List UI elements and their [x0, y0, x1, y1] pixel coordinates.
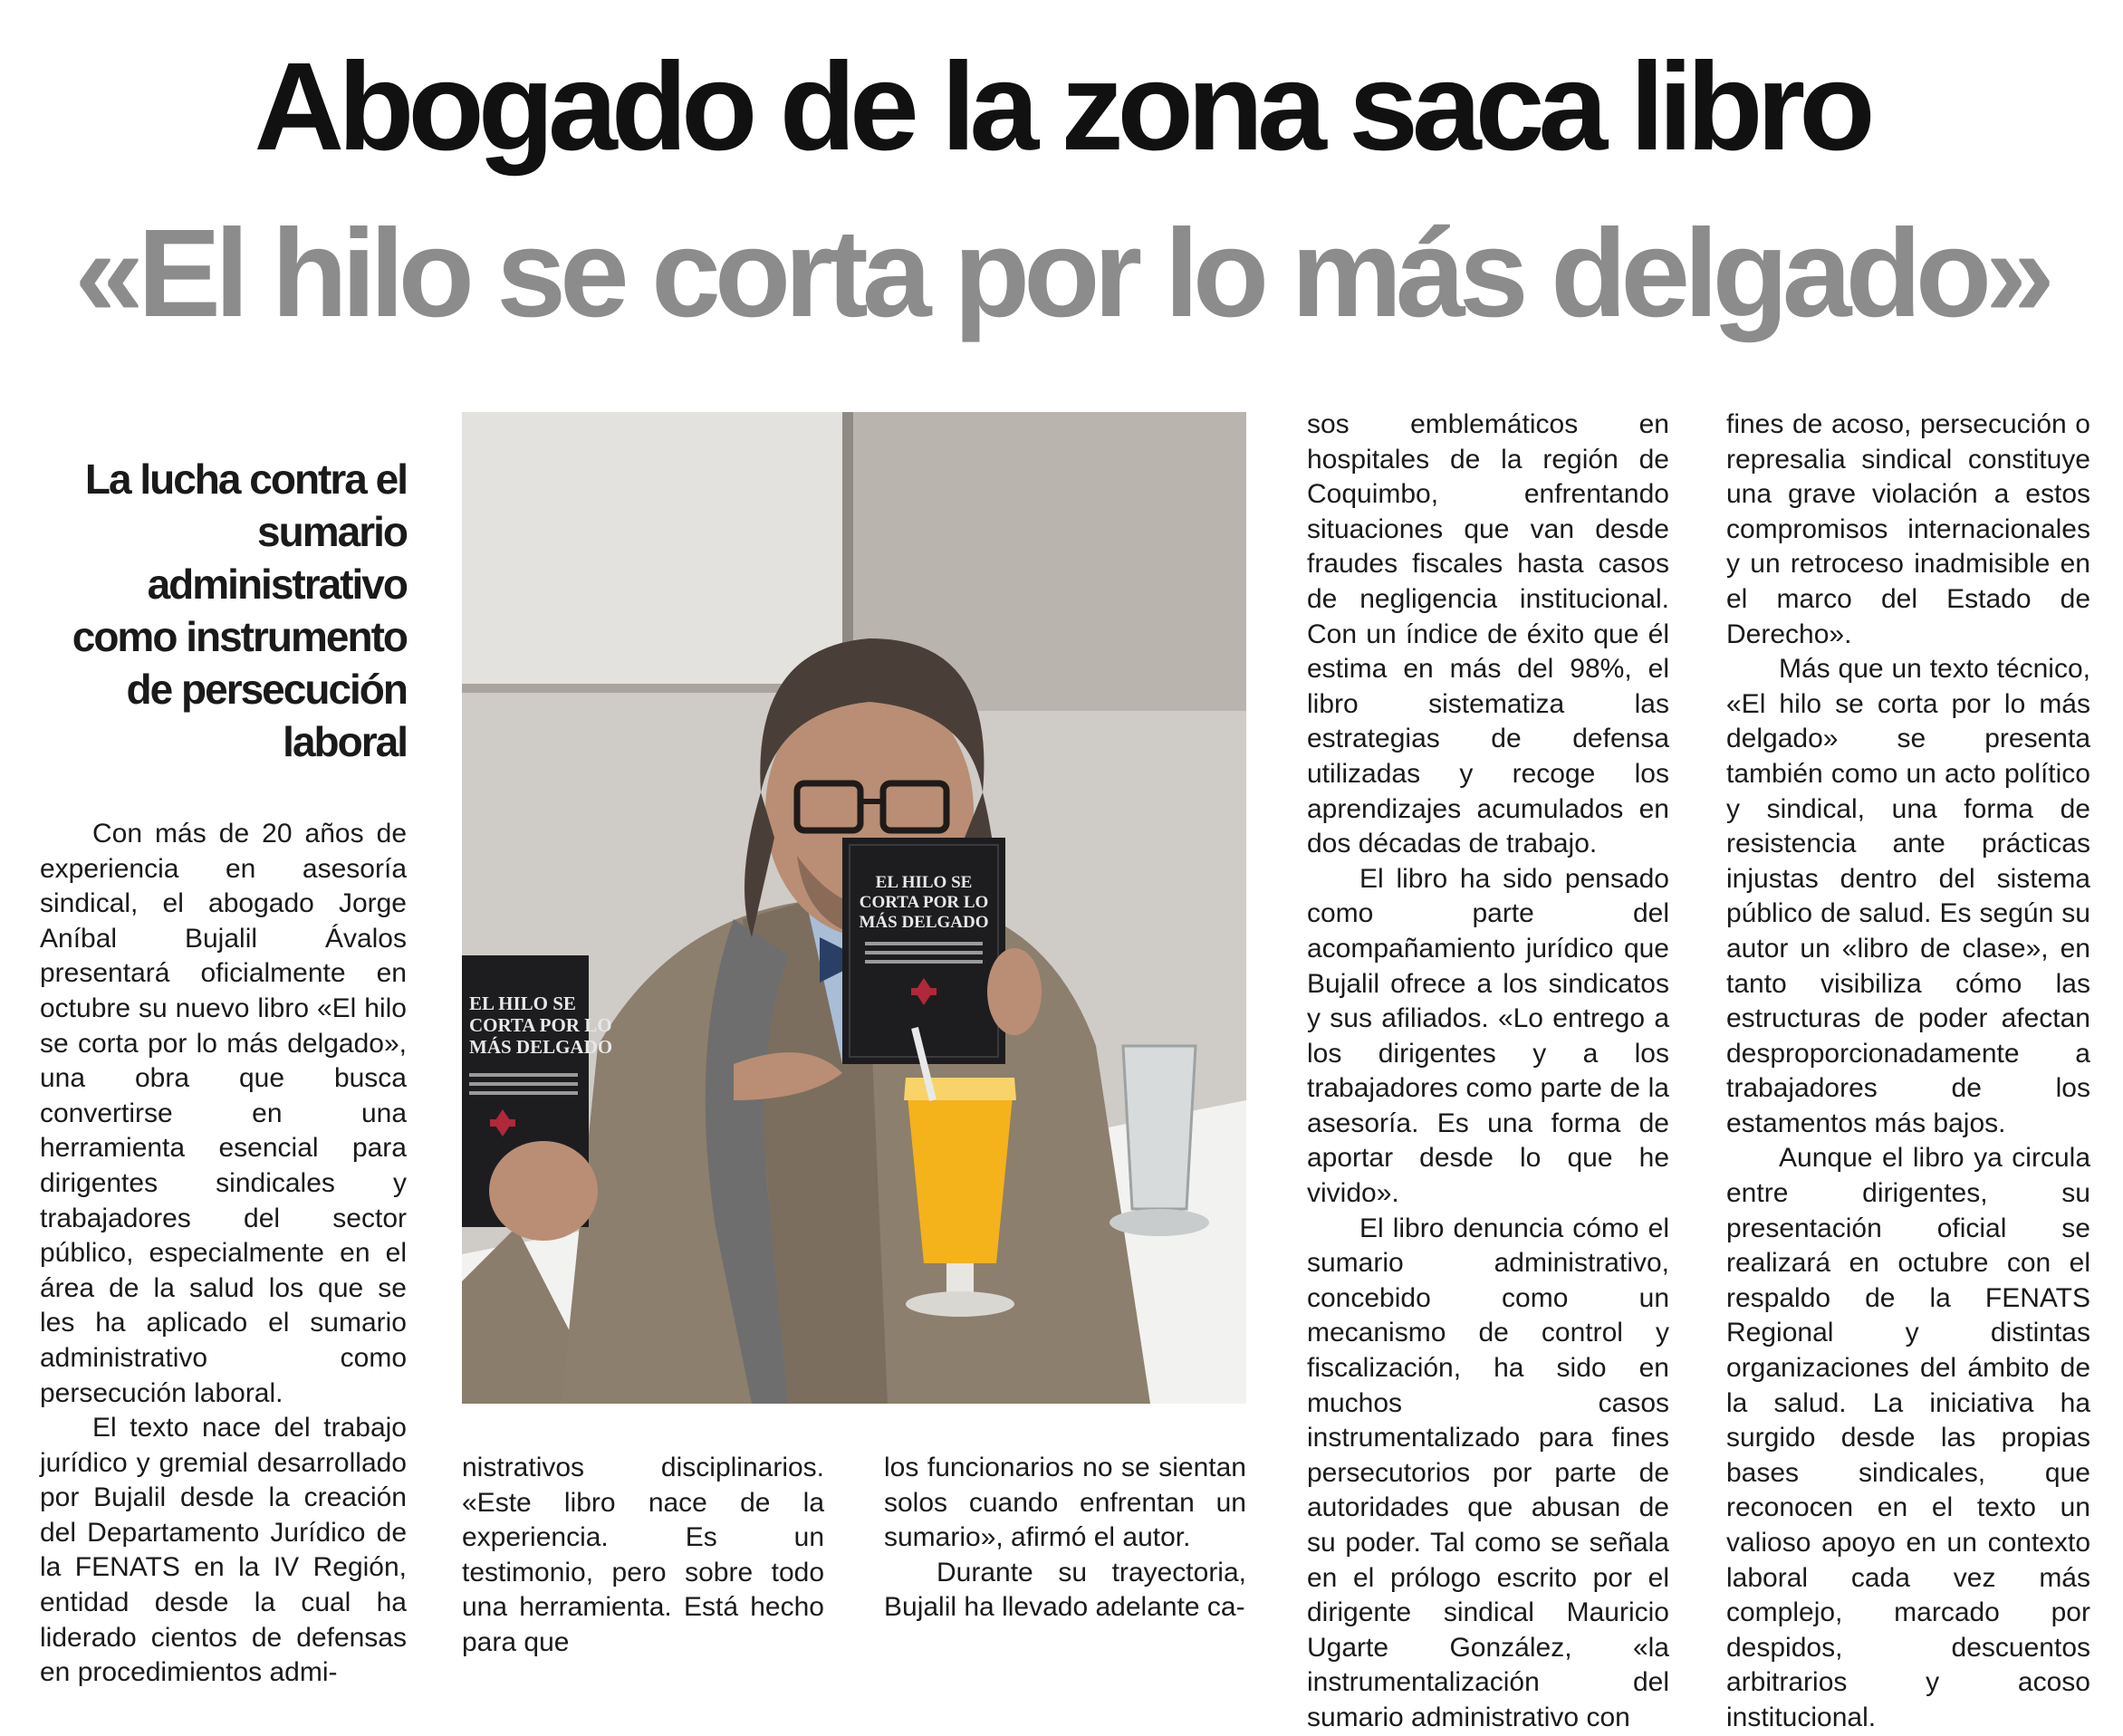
- headline: Abogado de la zona saca libro: [254, 37, 1869, 177]
- book-title-line: CORTA POR LO: [859, 893, 989, 912]
- article-column-1: [40, 817, 407, 1691]
- paragraph: Durante su trayectoria, Bujalil ha llevado adelante ca-: [884, 1557, 1246, 1623]
- paragraph: fines de acoso, persecución o represalia sindical constituye una grave violación a estos compromisos internacionales y un retroceso inadmisible en el marco del Estado de Derecho».: [1726, 409, 2090, 649]
- book-title-line: MÁS DELGADO: [469, 1036, 613, 1058]
- paragraph: El texto nace del trabajo jurídico y gremial desarrollado por Bujalil desde la creación del Departamento Jurídico de la FENATS en la IV Región, entidad desde la cual ha liderado cientos de defensas en procedimientos admi-: [40, 1413, 407, 1688]
- book-title-line: EL HILO SE: [469, 993, 576, 1014]
- paragraph: El libro denuncia cómo el sumario administrativo, concebido como un mecanismo de control y fiscalización, ha sido en muchos casos instrumentalizado para fines persecutorios por parte de autoridades que abusan de su poder. Tal como se señala en el prólogo escrito por el dirigente sindical Mauricio Ugarte González, «la instrumentalización del sumario administrativo con: [1307, 1213, 1669, 1732]
- deck-subheading: La lucha contra el sumario administrativo como instrumento de persecución laboral: [72, 456, 407, 765]
- book-title-line: CORTA POR LO: [469, 1014, 612, 1036]
- paragraph: Con más de 20 años de experiencia en asesoría sindical, el abogado Jorge Aníbal Bujalil Ávalos presentará oficialmente en octubre su nuevo libro «El hilo se corta por lo más delgado», una obra que busca convertirse en una herramienta esencial para dirigentes sindicales y trabajadores del sector público, especialmente en el área de la salud los que se les ha aplicado el sumario administrativo como persecución laboral.: [40, 819, 407, 1408]
- paragraph: sos emblemáticos en hospitales de la región de Coquimbo, enfrentando situaciones que van desde fraudes fiscales hasta casos de negligencia institucional. Con un índice de éxito que él estima en más del 98%, el libro sistematiza las estrategias de defensa utilizadas y recoge los aprendizajes acumulados en dos décadas de trabajo.: [1307, 409, 1669, 859]
- paragraph: los funcionarios no se sientan solos cuando enfrentan un sumario», afirmó el autor.: [884, 1453, 1246, 1553]
- paragraph: El libro ha sido pensado como parte del acompañamiento jurídico que Bujalil ofrece a los sindicatos y sus afiliados. «Lo entrego a los dirigentes y a los trabajadores como parte de la asesoría. Es una forma de aportar desde lo que he vivido».: [1307, 863, 1669, 1209]
- article-photo: [462, 412, 1246, 1404]
- photo-illustration: [462, 412, 1246, 1404]
- paragraph: Más que un texto técnico, «El hilo se corta por lo más delgado» se presenta también como un acto político y sindical, una forma de resistencia ante prácticas injustas dentro del sistema público de salud. Es según su autor un «libro de clase», en tanto visibiliza cómo las estructuras de poder afectan desproporcionadamente a trabajadores de los estamentos más bajos.: [1726, 654, 2090, 1138]
- article-column-2a: [462, 1451, 824, 1661]
- article-column-4: [1726, 408, 2090, 1736]
- paragraph: nistrativos disciplinarios. «Este libro nace de la experiencia. Es un testimonio, pero sobre todo una herramienta. Está hecho para que: [462, 1453, 824, 1657]
- article-column-3: [1307, 408, 1669, 1736]
- headline-quote: «El hilo se corta por lo más delgado»: [74, 204, 2049, 343]
- paragraph: Aunque el libro ya circula entre dirigentes, su presentación oficial se realizará en octubre con el respaldo de la FENATS Regional y distintas organizaciones del ámbito de la salud. La iniciativa ha surgido desde las propias bases sindicales, que reconocen en el texto un valioso apoyo en un contexto laboral cada vez más complejo, marcado por despidos, descuentos arbitrarios y acoso institucional.: [1726, 1143, 2090, 1732]
- article-column-2b: [884, 1451, 1246, 1626]
- book-title-line: EL HILO SE: [875, 873, 973, 892]
- book-title-line: MÁS DELGADO: [859, 913, 989, 932]
